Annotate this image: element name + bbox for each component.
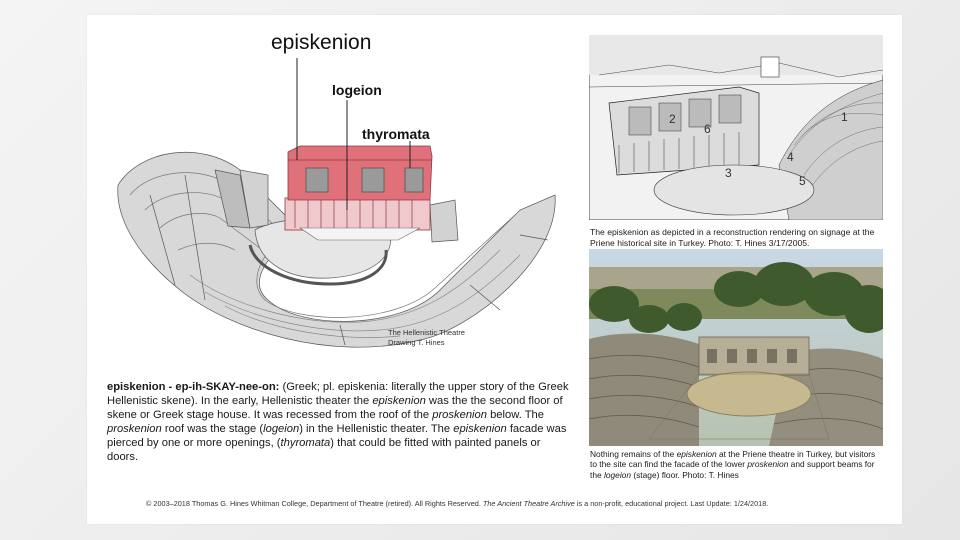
definition-term: episkenion - ep-ih-SKAY-nee-on: xyxy=(107,381,280,393)
credit-line-2: Drawing T. Hines xyxy=(388,338,445,347)
diagram-title: episkenion xyxy=(271,31,372,54)
photo-caption: Nothing remains of the episkenion at the Priene theatre in Turkey, but visitors to the site can find the facade of the lower proskenion and support beams for the logeion (stage) floor. Photo: T. Hines xyxy=(590,449,876,480)
number-1: 1 xyxy=(841,110,848,124)
drawing-credit xyxy=(388,328,508,348)
number-4: 4 xyxy=(787,150,794,164)
number-2: 2 xyxy=(669,112,676,126)
label-logeion: logeion xyxy=(332,82,382,98)
definition-text: episkenion - ep-ih-SKAY-nee-on: (Greek; pl. episkenia: literally the upper story of the Greek Hellenistic skene). In the early, Hellenistic theater the episkenion was the the second floor of skene or Greek stage house. It was recessed from the roof of the proskenion below. The proskenion roof was the stage (logeion) in the Hellenistic theater. The episkenion facade was pierced by one or more openings, (thyromata) that could be fitted with painted panels or doors. xyxy=(107,381,569,464)
label-thyromata: thyromata xyxy=(362,126,430,142)
rendering-caption: The episkenion as depicted in a reconstruction rendering on signage at the Priene historical site in Turkey. Photo: T. Hines 3/17/2005. xyxy=(590,227,875,248)
reconstruction-rendering-image xyxy=(589,35,883,220)
copyright-footer: © 2003–2018 Thomas G. Hines Whitman College, Department of Theatre (retired). All Rights Reserved. The Ancient Theatre Archive is a non-profit, educational project. Last Update: 1/24/2018. xyxy=(146,499,769,508)
number-3: 3 xyxy=(725,166,732,180)
proskenion xyxy=(285,198,430,230)
number-6: 6 xyxy=(704,122,711,136)
priene-theatre-photo xyxy=(589,249,883,446)
credit-line-1: The Hellenistic Theatre xyxy=(388,328,465,337)
number-5: 5 xyxy=(799,174,806,188)
